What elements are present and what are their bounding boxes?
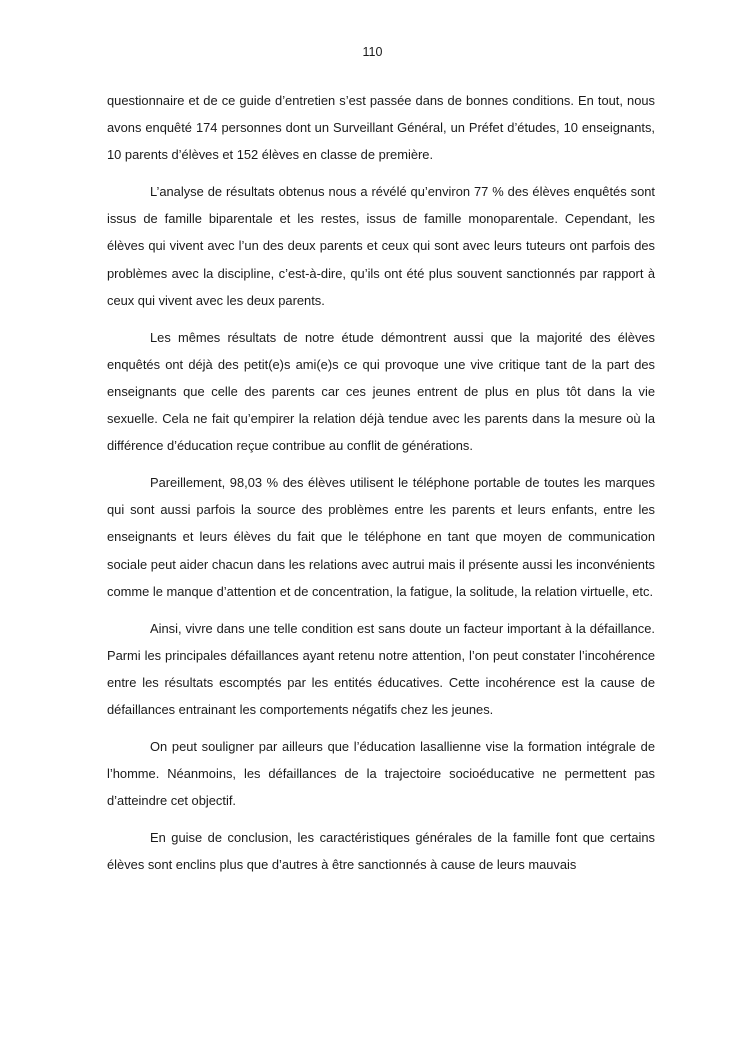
paragraph-4: Pareillement, 98,03 % des élèves utilisent le téléphone portable de toutes les marques qui sont aussi parfois la source des problèmes entre les parents et leurs enfants, entre les enseignants et leurs élèves du fait que le téléphone en tant que moyen de communication sociale peut aider chacun dans les relations avec autrui mais il présente aussi les inconvénients comme le manque d’attention et de concentration, la fatigue, la solitude, la relation virtuelle, etc. (107, 475, 655, 599)
paragraph-6: On peut souligner par ailleurs que l’éducation lasallienne vise la formation intégrale de l’homme. Néanmoins, les défaillances de la trajectoire socioéducative ne permettent pas d’atteindre cet objectif. (107, 739, 655, 809)
paragraph-1: questionnaire et de ce guide d’entretien s’est passée dans de bonnes conditions. En tout, nous avons enquêté 174 personnes dont un Surveillant Général, un Préfet d’études, 10 enseignants, 10 parents d’élèves et 152 élèves en classe de première. (107, 93, 655, 163)
page-number: 110 (362, 45, 383, 59)
paragraph-3: Les mêmes résultats de notre étude démontrent aussi que la majorité des élèves enquêtés ont déjà des petit(e)s ami(e)s ce qui provoque une vive critique tant de la part des enseignants que celle des parents car ces jeunes entrent de plus en plus tôt dans la vie sexuelle. Cela ne fait qu’empirer la relation déjà tendue avec les parents dans la mesure où la différence d’éducation reçue contribue au conflit de générations. (107, 329, 655, 454)
body-text (107, 87, 655, 889)
paragraph-7: En guise de conclusion, les caractéristiques générales de la famille font que certains élèves sont enclins plus que d’autres à être sanctionnés à cause de leurs mauvais (107, 830, 655, 873)
paragraph-2: L’analyse de résultats obtenus nous a révélé qu’environ 77 % des élèves enquêtés sont issus de famille biparentale et les restes, issus de famille monoparentale. Cependant, les élèves qui vivent avec l’un des deux parents et ceux qui sont avec leurs tuteurs ont parfois des problèmes avec la discipline, c’est-à-dire, qu’ils ont été plus souvent sanctionnés par rapport à ceux qui vivent avec les deux parents. (107, 184, 655, 308)
paragraph-5: Ainsi, vivre dans une telle condition est sans doute un facteur important à la défaillance. Parmi les principales défaillances ayant retenu notre attention, l’on peut constater l’incohérence entre les résultats escomptés par les entités éducatives. Cette incohérence est la cause de défaillances entrainant les comportements négatifs chez les jeunes. (107, 620, 655, 717)
